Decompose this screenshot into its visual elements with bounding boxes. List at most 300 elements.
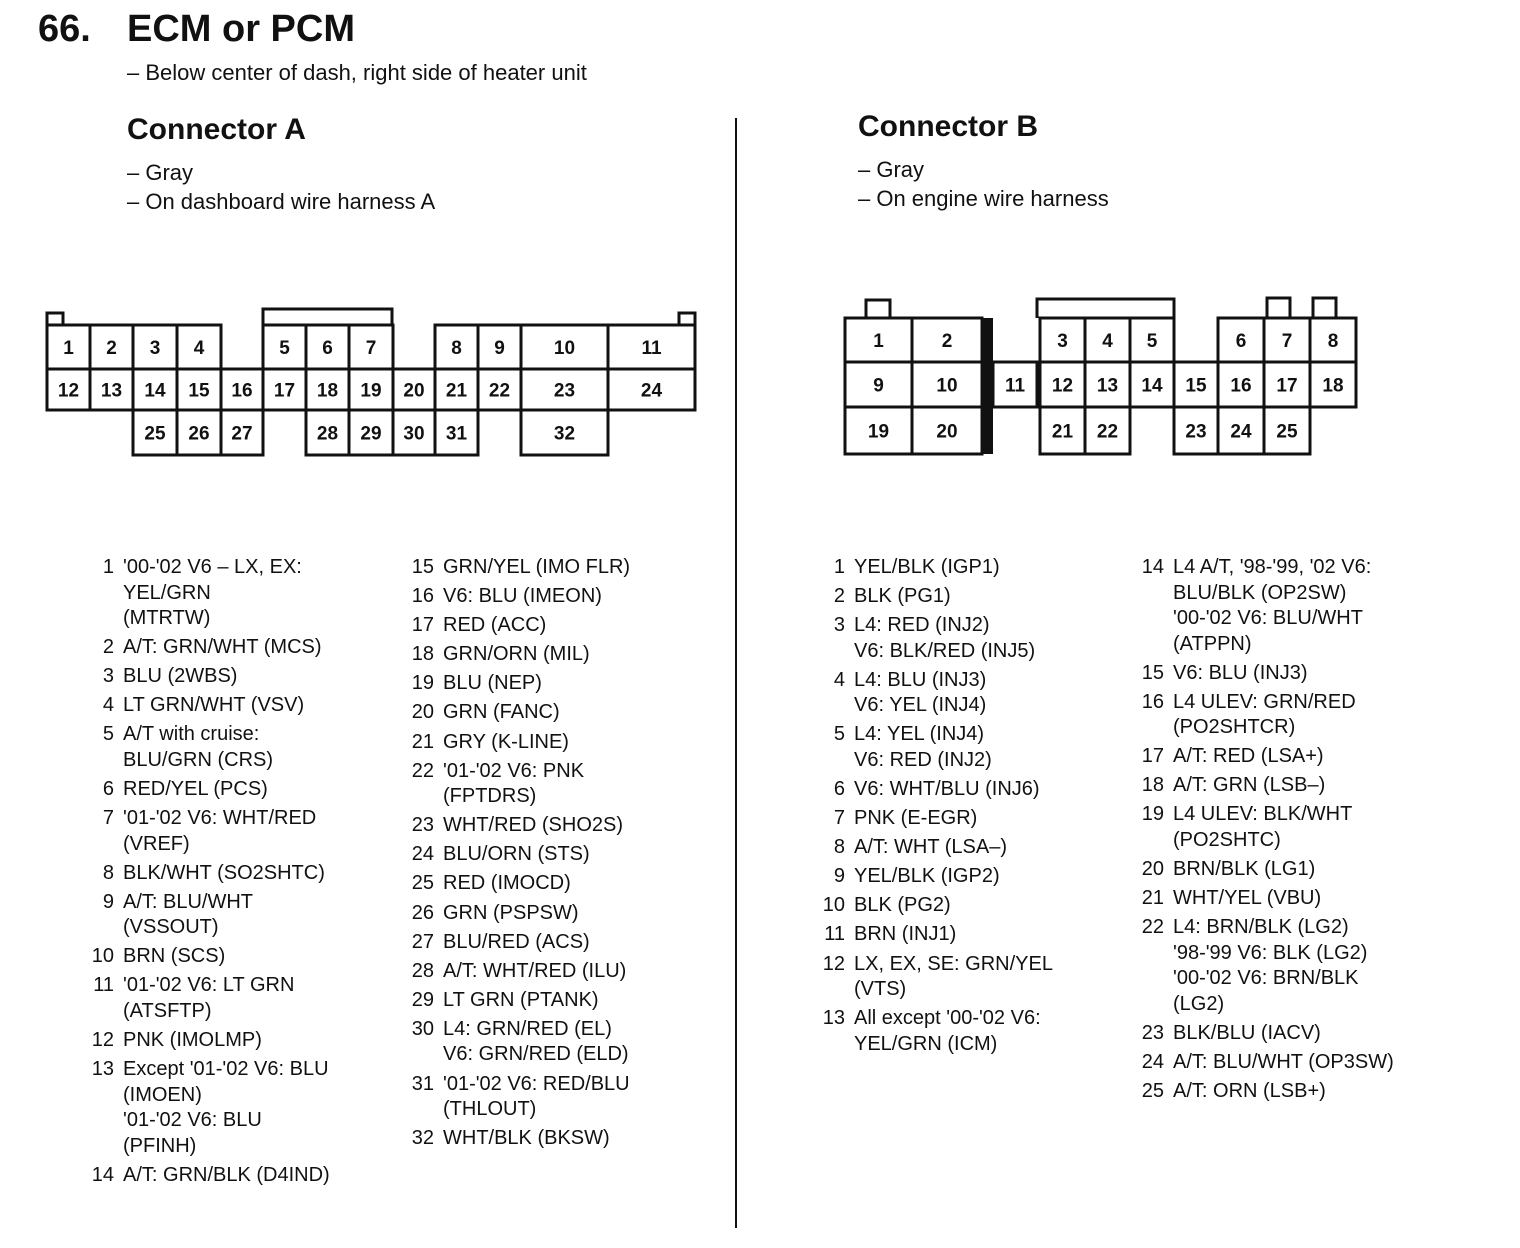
pin-label: 30 [403, 423, 425, 445]
terminal-description-line: A/T: ORN (LSB+) [1173, 1080, 1326, 1103]
pin-label: 16 [231, 380, 253, 402]
terminal-number: 5 [102, 723, 114, 746]
terminal-description-line: '00-'02 V6: BLU/WHT [1173, 607, 1363, 629]
terminal-description-line: GRN (FANC) [443, 701, 560, 724]
terminal-description-line: (PO2SHTCR) [1173, 716, 1296, 739]
terminal-description [434, 555, 630, 581]
pin-label: 2 [106, 338, 117, 359]
terminal-item [400, 759, 730, 810]
connector-outline [263, 309, 392, 325]
terminal-number: 2 [833, 585, 845, 608]
terminal-description [1164, 661, 1307, 687]
terminal-number: 7 [102, 807, 114, 830]
terminal-description [845, 864, 1000, 890]
pin-label: 12 [57, 380, 80, 402]
terminal-description-line: A/T: WHT (LSA–) [854, 836, 1007, 859]
terminal-description-line: A/T with cruise: [123, 723, 260, 746]
terminal-item [80, 806, 400, 857]
terminal-number: 17 [411, 614, 434, 637]
terminal-description-line: GRN/ORN (MIL) [443, 643, 590, 666]
terminal-item [400, 1017, 730, 1068]
terminal-description [845, 613, 1035, 664]
terminal-item [400, 584, 730, 610]
connector-b-color: – Gray [858, 157, 925, 182]
pin-label: 16 [1230, 375, 1252, 397]
connector-b-terminal-list-2 [1130, 555, 1490, 1108]
terminal-description-line: (VREF) [123, 832, 190, 855]
terminal-item [811, 555, 1131, 581]
terminal-description [434, 613, 546, 639]
terminal-number: 11 [93, 974, 114, 997]
terminal-description [434, 842, 590, 868]
terminal-item [1130, 555, 1490, 657]
connector-a-color: – Gray [127, 160, 194, 185]
pin-label: 8 [1327, 331, 1339, 352]
terminal-item [400, 1126, 730, 1152]
terminal-number: 4 [102, 694, 114, 717]
terminal-description-line: LX, EX, SE: GRN/YEL [854, 952, 1053, 975]
pin-label: 13 [100, 380, 123, 402]
pin-label: 6 [322, 338, 333, 359]
pin-label: 8 [451, 338, 462, 359]
terminal-description-line: (FPTDRS) [443, 785, 537, 808]
terminal-number: 25 [1141, 1080, 1164, 1103]
pin-label: 21 [445, 380, 468, 402]
terminal-item [1130, 802, 1490, 853]
pin-label: 17 [1276, 375, 1298, 397]
terminal-description-line: (THLOUT) [443, 1098, 537, 1120]
terminal-description [114, 635, 322, 661]
terminal-item [400, 988, 730, 1014]
terminal-description-line: V6: RED (INJ2) [854, 748, 992, 771]
terminal-item [400, 871, 730, 897]
terminal-item [811, 835, 1131, 861]
terminal-description [845, 777, 1040, 803]
terminal-description [1164, 690, 1356, 741]
pin-label: 15 [188, 380, 210, 402]
terminal-description-line: BRN/BLK (LG1) [1173, 858, 1316, 881]
terminal-item [80, 664, 400, 690]
terminal-item [80, 944, 400, 970]
terminal-number: 21 [411, 730, 434, 753]
terminal-description [434, 700, 560, 726]
terminal-number: 24 [411, 843, 434, 866]
terminal-number: 10 [822, 894, 845, 917]
terminal-description-line: GRN/YEL (IMO FLR) [443, 556, 631, 578]
terminal-item [811, 893, 1131, 919]
terminal-number: 2 [102, 636, 114, 659]
terminal-number: 17 [1141, 745, 1164, 768]
terminal-description-line: BLU (NEP) [443, 672, 542, 695]
terminal-description-line: L4: BRN/BLK (LG2) [1173, 916, 1349, 939]
terminal-description [434, 584, 602, 610]
terminal-description-line: '00-'02 V6: BRN/BLK [1173, 967, 1359, 990]
terminal-item [811, 952, 1131, 1003]
pin-label: 26 [188, 423, 210, 445]
terminal-description [1164, 886, 1321, 912]
section-number: 66. [38, 8, 91, 50]
terminal-number: 4 [833, 668, 845, 691]
terminal-description-line: (IMOEN) [123, 1083, 202, 1106]
terminal-description [114, 555, 302, 632]
terminal-description-line: RED (ACC) [443, 614, 547, 637]
pin-label: 13 [1096, 375, 1119, 397]
terminal-description-line: GRN (PSPSW) [443, 901, 579, 924]
connector-b-terminal-list-1 [811, 555, 1131, 1061]
terminal-item [80, 890, 400, 941]
terminal-description [1164, 744, 1324, 770]
connector-outline [1313, 298, 1336, 318]
connector-outline [47, 313, 63, 325]
pin-label: 11 [1004, 375, 1026, 397]
terminal-item [80, 861, 400, 887]
terminal-number: 3 [833, 614, 845, 637]
connector-b-title: Connector B [858, 110, 1038, 143]
terminal-description-line: (ATSFTP) [123, 999, 212, 1022]
connector-outline [1037, 299, 1174, 318]
terminal-number: 16 [411, 585, 434, 608]
terminal-item [1130, 1079, 1490, 1105]
pin-label: 23 [1185, 421, 1207, 443]
terminal-item [400, 700, 730, 726]
terminal-number: 23 [411, 814, 434, 837]
terminal-item [1130, 690, 1490, 741]
terminal-description [845, 806, 977, 832]
pin-label: 15 [1185, 375, 1207, 397]
terminal-description [434, 930, 590, 956]
terminal-number: 1 [102, 556, 114, 578]
terminal-description-line: LT GRN/WHT (VSV) [123, 694, 305, 717]
terminal-item [1130, 773, 1490, 799]
terminal-item [1130, 1050, 1490, 1076]
terminal-description [845, 952, 1053, 1003]
terminal-description-line: WHT/YEL (VBU) [1173, 887, 1322, 910]
terminal-description [1164, 1050, 1394, 1076]
terminal-description [1164, 555, 1371, 657]
terminal-description-line: A/T: BLU/WHT (OP3SW) [1173, 1050, 1394, 1073]
terminal-description [1164, 857, 1315, 883]
pin-label: 14 [144, 380, 166, 402]
terminal-description-line: WHT/RED (SHO2S) [443, 814, 623, 837]
terminal-description-line: V6: WHT/BLU (INJ6) [854, 777, 1040, 800]
pin-label: 5 [1146, 331, 1158, 352]
terminal-description [434, 1017, 629, 1068]
pin-label: 21 [1051, 421, 1074, 443]
terminal-description-line: LT GRN (PTANK) [443, 988, 599, 1011]
pin-label: 28 [316, 423, 339, 445]
pin-label: 31 [445, 423, 468, 445]
connector-b-harness: – On engine wire harness [858, 186, 1109, 211]
terminal-item [1130, 857, 1490, 883]
terminal-item [80, 693, 400, 719]
terminal-description [845, 722, 992, 773]
terminal-description [845, 835, 1007, 861]
pin-label: 23 [553, 380, 576, 402]
terminal-item [811, 1006, 1131, 1057]
terminal-description-line: L4: RED (INJ2) [854, 614, 990, 637]
terminal-description-line: BLU/GRN (CRS) [123, 748, 274, 771]
pin-label: 22 [488, 380, 511, 402]
pin-label: 4 [1102, 331, 1113, 352]
terminal-description-line: Except '01-'02 V6: BLU [123, 1058, 329, 1081]
terminal-description [845, 893, 951, 919]
terminal-number: 30 [411, 1017, 434, 1040]
terminal-number: 10 [91, 945, 114, 968]
terminal-item [1130, 661, 1490, 687]
pin-label: 29 [360, 423, 382, 445]
terminal-description-line: RED/YEL (PCS) [123, 777, 268, 800]
pin-label: 2 [941, 331, 953, 352]
terminal-description-line: A/T: GRN/WHT (MCS) [123, 636, 322, 659]
terminal-number: 32 [411, 1127, 434, 1150]
terminal-number: 8 [833, 836, 845, 859]
terminal-description-line: (LG2) [1173, 992, 1225, 1015]
terminal-number: 15 [411, 556, 434, 578]
terminal-number: 24 [1141, 1050, 1164, 1073]
pin-label: 9 [873, 375, 884, 397]
terminal-number: 13 [91, 1058, 114, 1081]
terminal-item [811, 864, 1131, 890]
terminal-description-line: A/T: RED (LSA+) [1173, 745, 1324, 768]
connector-a-title: Connector A [127, 113, 306, 146]
pin-label: 7 [1281, 331, 1293, 352]
terminal-number: 19 [1141, 803, 1164, 826]
terminal-item [811, 777, 1131, 803]
terminal-description [114, 1163, 330, 1189]
terminal-number: 15 [1141, 661, 1164, 684]
terminal-item [1130, 744, 1490, 770]
pin-label: 10 [553, 338, 576, 359]
terminal-description [114, 890, 253, 941]
terminal-description-line: V6: YEL (INJ4) [854, 694, 987, 717]
pin-label: 20 [403, 380, 425, 402]
terminal-description [114, 1028, 262, 1054]
terminal-description [434, 813, 623, 839]
terminal-description [434, 871, 571, 897]
terminal-description [845, 584, 951, 610]
terminal-number: 21 [1141, 887, 1164, 910]
terminal-description-line: PNK (E-EGR) [854, 807, 978, 830]
pin-label: 22 [1096, 421, 1119, 443]
connector-outline [866, 300, 890, 318]
pin-label: 19 [867, 421, 890, 443]
pin-label: 3 [1057, 331, 1068, 352]
terminal-description-line: BLU/BLK (OP2SW) [1173, 581, 1347, 604]
terminal-description-line: A/T: GRN (LSB–) [1173, 774, 1326, 797]
terminal-number: 9 [833, 865, 845, 888]
pin-label: 7 [365, 338, 377, 359]
terminal-description [1164, 1079, 1326, 1105]
terminal-description-line: RED (IMOCD) [443, 872, 571, 895]
terminal-description [434, 901, 579, 927]
pin-label: 12 [1051, 375, 1074, 397]
pin-label: 9 [494, 338, 505, 359]
terminal-description [434, 730, 569, 756]
terminal-item [80, 635, 400, 661]
terminal-description-line: BLK (PG1) [854, 585, 951, 608]
pin-label: 24 [640, 380, 663, 402]
terminal-description-line: YEL/BLK (IGP2) [854, 865, 1000, 888]
terminal-item [80, 973, 400, 1024]
pin-label: 20 [936, 421, 958, 443]
terminal-item [811, 922, 1131, 948]
terminal-description-line: V6: BLU (IMEON) [443, 585, 602, 608]
terminal-item [400, 959, 730, 985]
terminal-description [114, 973, 294, 1024]
terminal-number: 3 [102, 665, 114, 688]
terminal-description-line: BLK (PG2) [854, 894, 951, 917]
connector-a-harness: – On dashboard wire harness A [127, 189, 436, 214]
connector-diagrams [0, 0, 1520, 520]
terminal-description-line: (ATPPN) [1173, 632, 1252, 655]
terminal-description-line: GRY (K-LINE) [443, 730, 569, 753]
terminal-description [845, 555, 1000, 581]
terminal-item [811, 668, 1131, 719]
terminal-description-line: L4 ULEV: BLK/WHT [1173, 803, 1353, 826]
terminal-description-line: L4 A/T, '98-'99, '02 V6: [1173, 556, 1372, 578]
connector-outline [679, 313, 695, 325]
terminal-description-line: YEL/GRN [123, 581, 211, 604]
terminal-number: 8 [102, 861, 114, 884]
terminal-description-line: L4: GRN/RED (EL) [443, 1017, 612, 1040]
connector-a-diagram [47, 309, 695, 455]
terminal-description [845, 922, 956, 948]
terminal-item [811, 613, 1131, 664]
pin-label: 25 [1276, 421, 1298, 443]
terminal-description [434, 1072, 630, 1123]
terminal-description [1164, 773, 1325, 799]
terminal-item [811, 722, 1131, 773]
pin-label: 18 [316, 380, 339, 402]
terminal-description-line: YEL/BLK (IGP1) [854, 556, 1000, 578]
terminal-item [80, 777, 400, 803]
terminal-description-line: (MTRTW) [123, 607, 211, 629]
pin-label: 25 [144, 423, 166, 445]
terminal-number: 6 [833, 777, 845, 800]
page-title: ECM or PCM [127, 8, 355, 50]
terminal-number: 26 [411, 901, 434, 924]
terminal-item [400, 671, 730, 697]
terminal-number: 1 [833, 556, 845, 578]
terminal-item [400, 1072, 730, 1123]
terminal-item [80, 1057, 400, 1159]
terminal-description [114, 1057, 329, 1159]
pin-label: 14 [1141, 375, 1163, 397]
terminal-description-line: BLU (2WBS) [123, 665, 238, 688]
terminal-description [1164, 802, 1352, 853]
terminal-description-line: PNK (IMOLMP) [123, 1029, 262, 1052]
terminal-description-line: BLU/ORN (STS) [443, 843, 590, 866]
terminal-item [811, 584, 1131, 610]
terminal-item [400, 613, 730, 639]
terminal-number: 19 [411, 672, 434, 695]
pin-label: 27 [231, 423, 253, 445]
terminal-description-line: YEL/GRN (ICM) [854, 1032, 998, 1055]
terminal-item [400, 930, 730, 956]
terminal-description-line: A/T: WHT/RED (ILU) [443, 959, 627, 982]
terminal-description-line: V6: GRN/RED (ELD) [443, 1043, 629, 1066]
terminal-description [434, 988, 599, 1014]
terminal-description [434, 671, 542, 697]
terminal-number: 12 [91, 1029, 114, 1052]
terminal-number: 27 [411, 930, 434, 953]
terminal-number: 16 [1141, 690, 1164, 713]
terminal-number: 28 [411, 959, 434, 982]
terminal-description-line: V6: BLK/RED (INJ5) [854, 639, 1036, 662]
terminal-description-line: (VSSOUT) [123, 916, 219, 939]
terminal-number: 20 [1141, 858, 1164, 881]
terminal-description-line: L4 ULEV: GRN/RED [1173, 690, 1356, 713]
terminal-number: 6 [102, 777, 114, 800]
terminal-description-line: '01-'02 V6: WHT/RED [123, 807, 317, 830]
terminal-number: 22 [1141, 916, 1164, 939]
pin-label: 1 [873, 331, 884, 352]
terminal-number: 14 [91, 1163, 114, 1186]
terminal-item [400, 642, 730, 668]
terminal-item [400, 901, 730, 927]
pin-label: 6 [1235, 331, 1247, 352]
terminal-item [1130, 1021, 1490, 1047]
terminal-description-line: WHT/BLK (BKSW) [443, 1127, 610, 1150]
terminal-number: 18 [411, 643, 434, 666]
terminal-description-line: A/T: GRN/BLK (D4IND) [123, 1163, 330, 1186]
terminal-description [434, 759, 584, 810]
pin-label: 1 [63, 338, 74, 359]
terminal-item [80, 722, 400, 773]
terminal-description-line: (PO2SHTC) [1173, 828, 1281, 851]
terminal-description-line: All except '00-'02 V6: [854, 1007, 1041, 1030]
terminal-description [1164, 1021, 1321, 1047]
pin-label: 5 [279, 338, 290, 359]
terminal-number: 5 [833, 723, 845, 746]
terminal-description-line: BRN (INJ1) [854, 923, 957, 946]
pin-label: 17 [273, 380, 296, 402]
terminal-number: 22 [411, 759, 434, 782]
terminal-description-line: (PFINH) [123, 1134, 197, 1157]
terminal-item [400, 813, 730, 839]
connector-b-diagram [845, 298, 1356, 454]
pin-label: 18 [1322, 375, 1344, 397]
terminal-number: 9 [102, 890, 114, 913]
connector-a-terminal-list-1 [80, 555, 400, 1192]
terminal-item [400, 730, 730, 756]
terminal-number: 20 [411, 701, 434, 724]
terminal-number: 31 [411, 1072, 434, 1095]
terminal-description [434, 642, 590, 668]
terminal-description [114, 861, 325, 887]
terminal-number: 12 [822, 952, 845, 975]
terminal-description-line: (VTS) [854, 978, 907, 1001]
terminal-description-line: BRN (SCS) [123, 945, 226, 968]
terminal-number: 18 [1141, 774, 1164, 797]
pin-label: 24 [1230, 421, 1252, 443]
connector-key-bar [982, 318, 993, 454]
terminal-item [80, 1163, 400, 1189]
terminal-item [80, 1028, 400, 1054]
pin-label: 11 [641, 338, 662, 359]
terminal-item [1130, 915, 1490, 1017]
terminal-number: 25 [411, 872, 434, 895]
terminal-number: 14 [1141, 556, 1164, 578]
terminal-number: 29 [411, 988, 434, 1011]
terminal-item [80, 555, 400, 632]
terminal-description [845, 1006, 1041, 1057]
terminal-description [114, 693, 304, 719]
pin-label: 4 [193, 338, 205, 359]
terminal-description-line: '00-'02 V6 – LX, EX: [123, 556, 302, 578]
terminal-description [114, 722, 273, 773]
terminal-description-line: '01-'02 V6: PNK [443, 759, 585, 782]
